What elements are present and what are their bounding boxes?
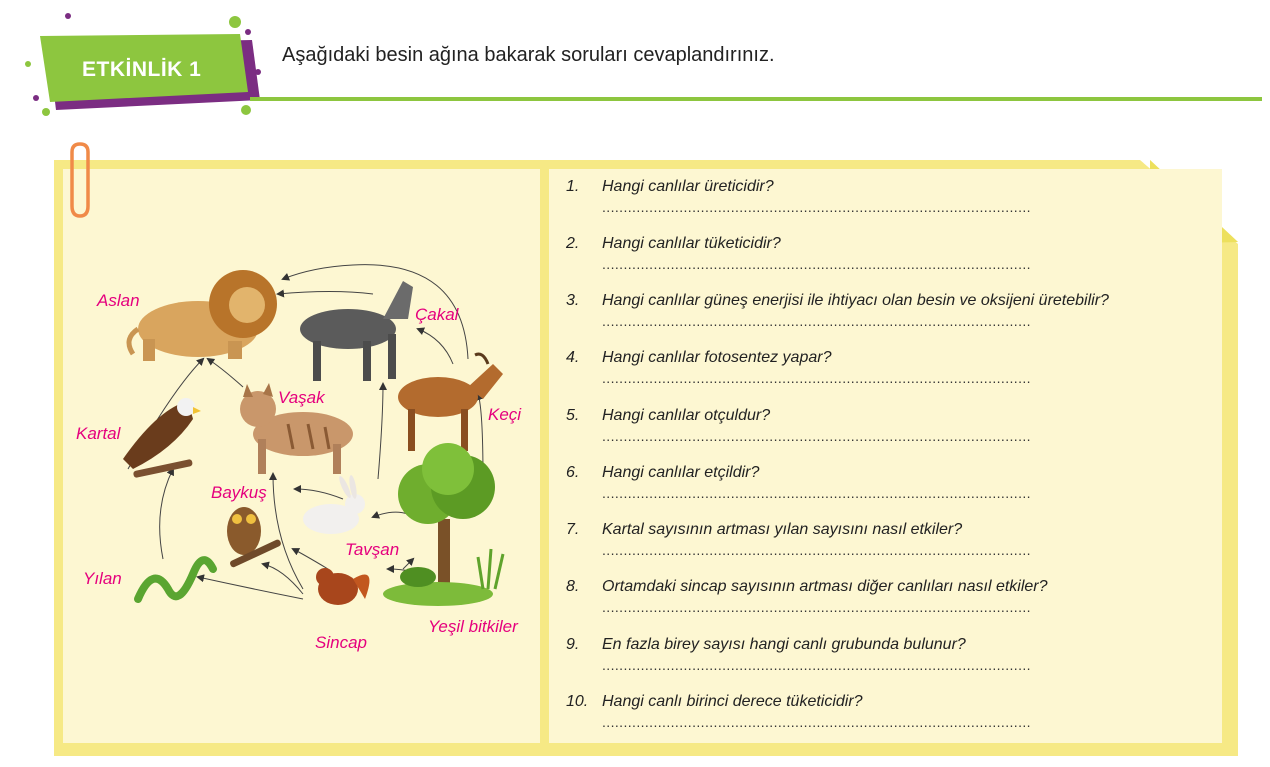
answer-line[interactable]: .................................................................................................... [602, 313, 1031, 329]
label-sincap: Sincap [315, 633, 367, 652]
answer-line[interactable]: .................................................................................................... [602, 428, 1031, 444]
label-aslan: Aslan [97, 291, 140, 310]
question-item [566, 633, 1166, 690]
label-keci: Keçi [488, 405, 522, 424]
question-text: Kartal sayısının artması yılan sayısını nasıl etkiler? [602, 521, 963, 538]
label-baykus: Baykuş [211, 483, 267, 502]
answer-line[interactable]: .................................................................................................... [602, 714, 1031, 730]
question-number: 9. [566, 636, 580, 653]
question-text: Hangi canlılar otçuldur? [602, 407, 771, 424]
question-item [566, 404, 1166, 461]
question-text: Hangi canlı birinci derece tüketicidir? [602, 693, 863, 710]
question-text: Hangi canlılar tüketicidir? [602, 235, 781, 252]
header-divider [250, 97, 1262, 101]
label-kartal: Kartal [76, 424, 121, 443]
activity-badge [20, 12, 270, 117]
question-number: 5. [566, 407, 580, 424]
question-item [566, 690, 1166, 747]
question-item [566, 289, 1166, 346]
label-yilan: Yılan [83, 569, 122, 588]
instruction-text: Aşağıdaki besin ağına bakarak soruları cevaplandırınız. [282, 44, 775, 66]
question-text: Hangi canlılar güneş enerjisi ile ihtiyacı olan besin ve oksijeni üretebilir? [602, 292, 1109, 309]
label-yesil-bitkiler: Yeşil bitkiler [428, 617, 518, 636]
label-cakal: Çakal [415, 305, 459, 324]
question-text: Hangi canlılar üreticidir? [602, 178, 774, 195]
question-text: Ortamdaki sincap sayısının artması diğer canlıları nasıl etkiler? [602, 578, 1048, 595]
answer-line[interactable]: .................................................................................................... [602, 370, 1031, 386]
question-number: 7. [566, 521, 580, 538]
question-number: 4. [566, 349, 580, 366]
snake-illustration [138, 560, 213, 599]
lion-illustration [129, 270, 277, 361]
owl-illustration [227, 507, 282, 568]
question-number: 1. [566, 178, 580, 195]
question-item [566, 575, 1166, 632]
question-text: Hangi canlılar fotosentez yapar? [602, 349, 832, 366]
eagle-illustration [123, 398, 201, 478]
rabbit-illustration [303, 475, 365, 534]
answer-line[interactable]: .................................................................................................... [602, 542, 1031, 558]
answer-line[interactable]: .................................................................................................... [602, 657, 1031, 673]
question-number: 2. [566, 235, 580, 252]
answer-line[interactable]: .................................................................................................... [602, 256, 1031, 272]
question-item [566, 232, 1166, 289]
question-text: Hangi canlılar etçildir? [602, 464, 760, 481]
goat-illustration [398, 354, 503, 451]
question-item [566, 461, 1166, 518]
answer-line[interactable]: .................................................................................................... [602, 485, 1031, 501]
squirrel-illustration [316, 568, 369, 605]
question-number: 8. [566, 578, 580, 595]
question-item [566, 346, 1166, 403]
question-number: 3. [566, 292, 580, 309]
food-web-illustrations [63, 169, 540, 743]
question-number: 10. [566, 693, 589, 710]
question-number: 6. [566, 464, 580, 481]
badge-label: ETKİNLİK 1 [82, 58, 202, 81]
jackal-illustration [300, 281, 413, 381]
question-text: En fazla birey sayısı hangi canlı grubunda bulunur? [602, 636, 966, 653]
label-vasak: Vaşak [278, 388, 325, 407]
question-item [566, 518, 1166, 575]
plants-illustration [383, 443, 503, 606]
question-item [566, 175, 1166, 232]
answer-line[interactable]: .................................................................................................... [602, 199, 1031, 215]
answer-line[interactable]: .................................................................................................... [602, 599, 1031, 615]
label-tavsan: Tavşan [345, 540, 400, 559]
